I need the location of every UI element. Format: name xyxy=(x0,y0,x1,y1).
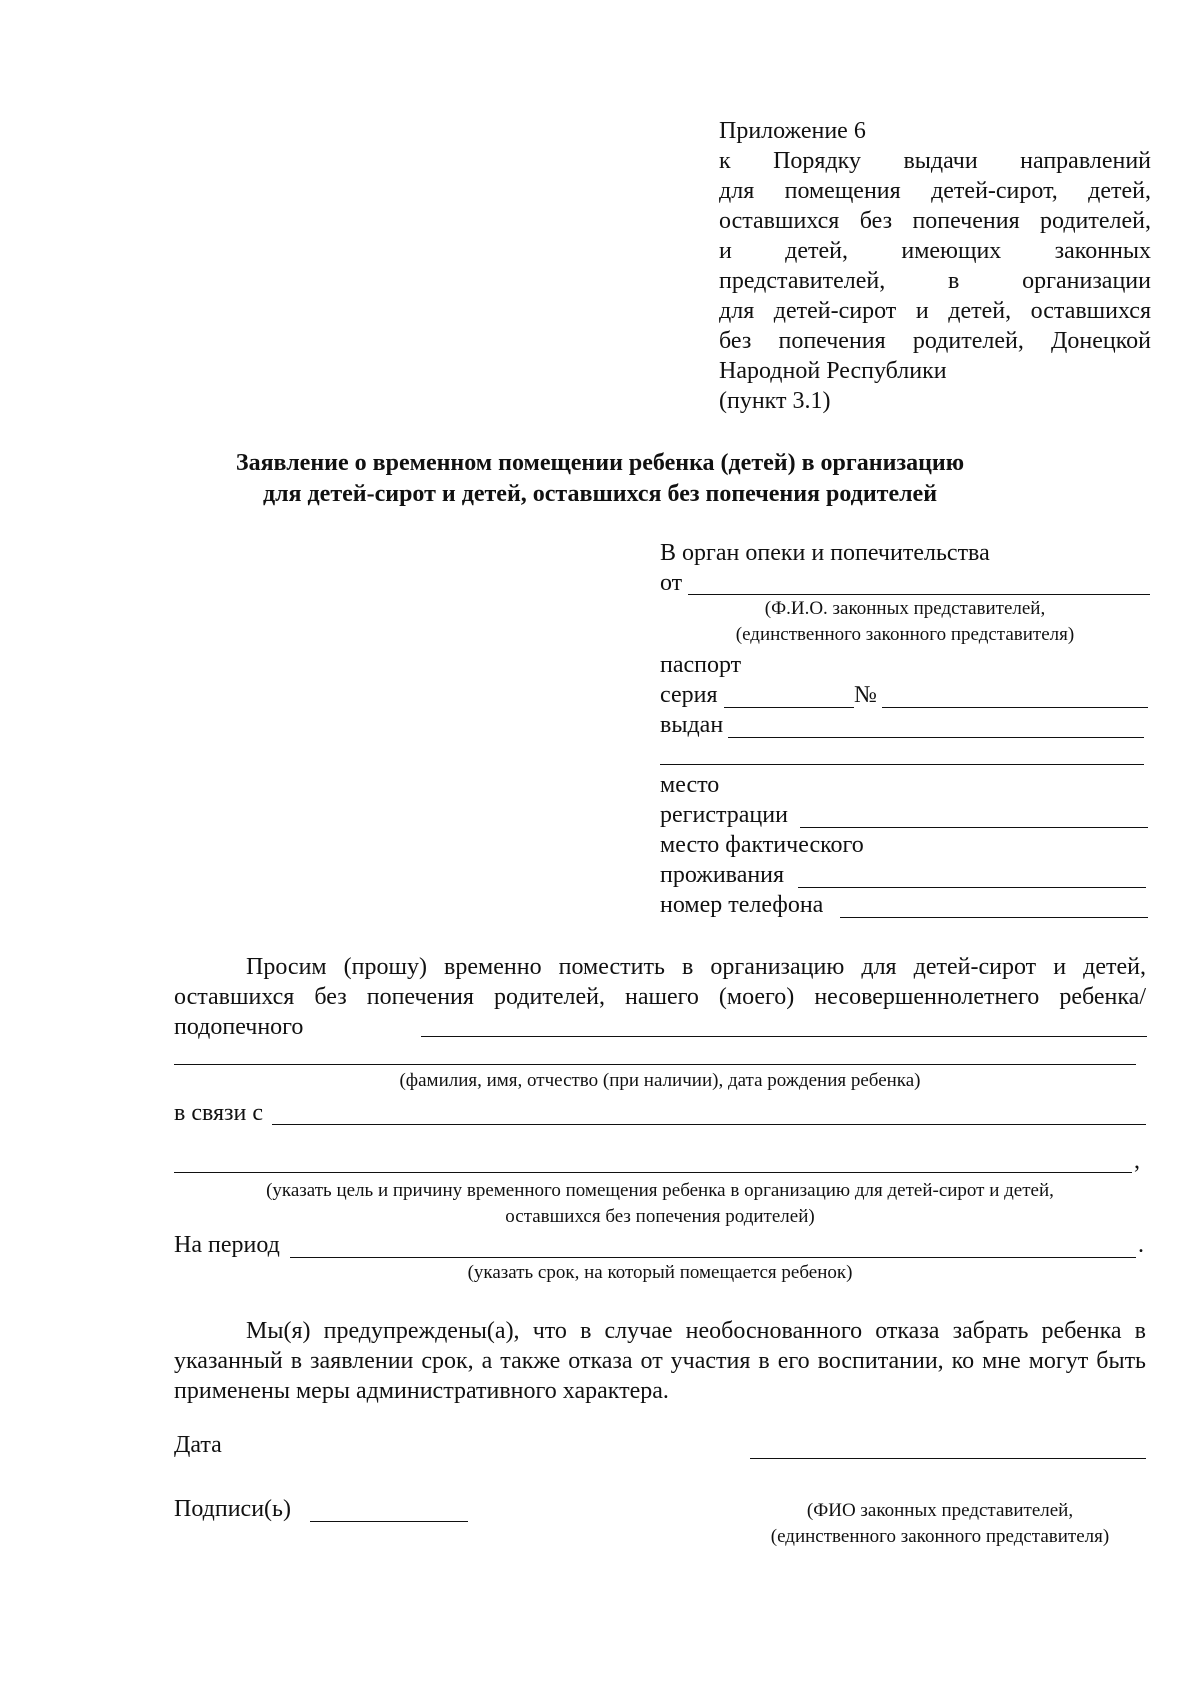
name-caption: (единственного законного представителя) xyxy=(770,1526,1110,1547)
appendix-line: Приложение 6 xyxy=(719,118,866,144)
signatures-label: Подписи(ь) xyxy=(174,1496,291,1522)
issued-field-continued[interactable] xyxy=(660,764,1144,765)
warning-paragraph: Мы(я) предупреждены(а), что в случае необоснованного отказа забрать ребенка в указанный в заявлении срок, а также отказа от участия в его воспитании, ко мне могут быть применены меры административного характера. xyxy=(174,1318,1146,1404)
actual-place-label: место фактического xyxy=(660,832,864,858)
registration-label: регистрации xyxy=(660,802,788,828)
series-label: серия xyxy=(660,682,718,708)
issued-label: выдан xyxy=(660,712,724,738)
registration-field[interactable] xyxy=(800,827,1148,828)
period-caption: (указать срок, на который помещается ребенок) xyxy=(467,1262,853,1283)
date-label: Дата xyxy=(174,1432,222,1458)
number-label: № xyxy=(854,682,877,708)
period-dot: . xyxy=(1138,1232,1144,1258)
reason-field-continued[interactable] xyxy=(174,1172,1132,1173)
appendix-line: оставшихся без попечения родителей, xyxy=(719,208,1151,234)
appendix-line: без попечения родителей, Донецкой xyxy=(719,328,1151,354)
date-field[interactable] xyxy=(750,1458,1146,1459)
from-label: от xyxy=(660,570,683,596)
reason-field[interactable] xyxy=(272,1124,1146,1125)
appendix-line: Народной Республики xyxy=(719,358,947,384)
appendix-line: (пункт 3.1) xyxy=(719,388,831,414)
due-to-label: в связи с xyxy=(174,1100,264,1126)
signature-field[interactable] xyxy=(310,1521,468,1522)
addressee-to: В орган опеки и попечительства xyxy=(660,540,990,566)
appendix-line: и детей, имеющих законных xyxy=(719,238,1151,264)
from-caption: (Ф.И.О. законных представителей, xyxy=(764,598,1046,619)
appendix-line: к Порядку выдачи направлений xyxy=(719,148,1151,174)
issued-field[interactable] xyxy=(728,737,1144,738)
period-label: На период xyxy=(174,1232,280,1258)
appendix-line: представителей, в организации xyxy=(719,268,1151,294)
number-field[interactable] xyxy=(882,707,1148,708)
appendix-reference xyxy=(719,116,1151,416)
from-caption: (единственного законного представителя) xyxy=(735,624,1075,645)
child-field[interactable] xyxy=(421,1036,1147,1037)
child-field-continued[interactable] xyxy=(174,1064,1136,1065)
child-caption: (фамилия, имя, отчество (при наличии), дата рождения ребенка) xyxy=(399,1070,921,1091)
appendix-line: для детей-сирот и детей, оставшихся xyxy=(719,298,1151,324)
phone-label: номер телефона xyxy=(660,892,824,918)
series-field[interactable] xyxy=(724,707,854,708)
document-title xyxy=(0,448,1200,510)
request-paragraph: Просим (прошу) временно поместить в организацию для детей-сирот и детей, оставшихся без попечения родителей, нашего (моего) несовершеннолетнего ребенка/подопечного xyxy=(174,954,1146,1040)
passport-label: паспорт xyxy=(660,652,742,678)
place-label: место xyxy=(660,772,720,798)
period-field[interactable] xyxy=(290,1257,1136,1258)
reason-caption: оставшихся без попечения родителей) xyxy=(505,1206,815,1227)
reason-caption: (указать цель и причину временного помещения ребенка в организацию для детей-сирот и детей, xyxy=(266,1180,1054,1201)
title-line: Заявление о временном помещении ребенка (детей) в организацию xyxy=(235,450,965,476)
phone-field[interactable] xyxy=(840,917,1148,918)
reason-comma: , xyxy=(1134,1148,1140,1174)
name-caption: (ФИО законных представителей, xyxy=(806,1500,1074,1521)
title-line: для детей-сирот и детей, оставшихся без попечения родителей xyxy=(262,481,938,507)
from-field[interactable] xyxy=(688,594,1150,595)
residence-label: проживания xyxy=(660,862,785,888)
appendix-line: для помещения детей-сирот, детей, xyxy=(719,178,1151,204)
residence-field[interactable] xyxy=(798,887,1146,888)
